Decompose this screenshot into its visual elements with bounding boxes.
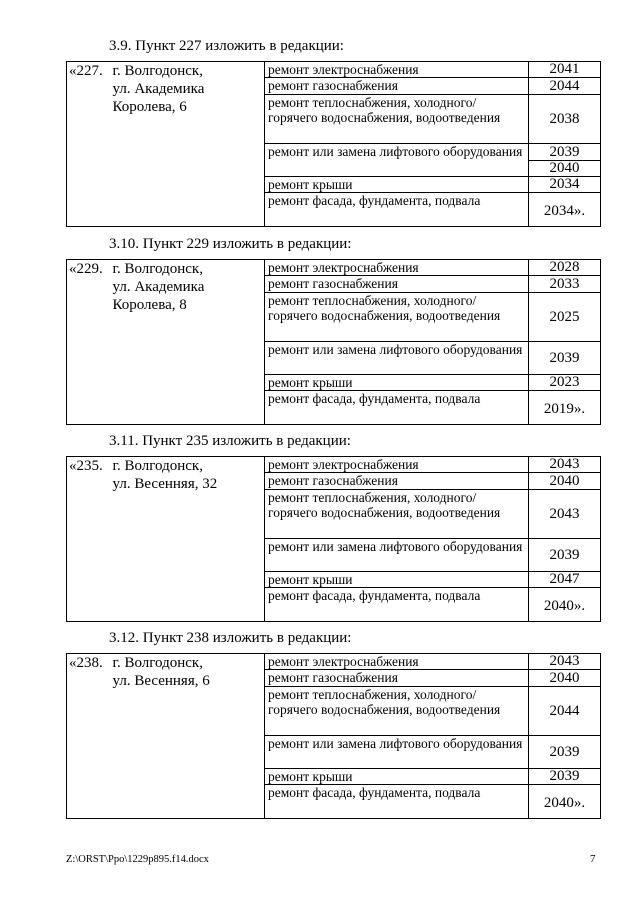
address-line: ул. Весенняя, 32 <box>112 476 218 492</box>
address-line: ул. Академика <box>112 81 205 97</box>
address-line: г. Волгодонск, <box>112 261 203 277</box>
address-line: г. Волгодонск, <box>112 655 203 671</box>
item-number: «227. <box>67 62 111 227</box>
year-value: 2040 <box>529 473 601 490</box>
year-value: 2039 <box>529 144 601 161</box>
address-line: Королева, 6 <box>112 99 187 115</box>
work-type: ремонт или замена лифтового оборудования <box>265 342 529 375</box>
year-value: 2043 <box>529 457 601 473</box>
item-number: «229. <box>67 260 111 425</box>
year-value: 2041 <box>529 62 601 78</box>
work-type: ремонт газоснабжения <box>265 473 529 490</box>
section-heading: 3.11. Пункт 235 изложить в редакции: <box>109 433 351 449</box>
work-type: ремонт фасада, фундамента, подвала <box>265 588 529 622</box>
year-value: 2040». <box>529 588 601 622</box>
year-value: 2023 <box>529 375 601 391</box>
work-type: ремонт фасада, фундамента, подвала <box>265 193 529 227</box>
amendment-table <box>66 259 601 425</box>
year-value: 2044 <box>529 687 601 736</box>
work-type: ремонт электроснабжения <box>265 457 529 473</box>
year-value: 2034 <box>529 177 601 193</box>
year-value: 2028 <box>529 260 601 276</box>
section-heading: 3.10. Пункт 229 изложить в редакции: <box>109 236 352 252</box>
address-line: г. Волгодонск, <box>112 458 203 474</box>
year-value: 2038 <box>529 95 601 144</box>
year-value: 2044 <box>529 78 601 95</box>
amendment-table <box>66 456 601 622</box>
year-value: 2025 <box>529 293 601 342</box>
address-line: Королева, 8 <box>112 297 187 313</box>
work-type: ремонт теплоснабжения, холодного/горячего водоснабжения, водоотведения <box>265 687 529 736</box>
work-type: ремонт теплоснабжения, холодного/горячего водоснабжения, водоотведения <box>265 293 529 342</box>
footer-file-path: Z:\ORST\Ppo\1229p895.f14.docx <box>66 854 209 865</box>
address-cell <box>111 62 265 227</box>
year-value: 2039 <box>529 539 601 572</box>
year-value: 2039 <box>529 736 601 769</box>
year-value: 2040 <box>529 670 601 687</box>
address-cell <box>111 654 265 819</box>
work-type: ремонт теплоснабжения, холодного/горячего водоснабжения, водоотведения <box>265 490 529 539</box>
work-type: ремонт газоснабжения <box>265 78 529 95</box>
year-value: 2040 <box>529 161 601 177</box>
section-heading: 3.12. Пункт 238 изложить в редакции: <box>109 630 352 646</box>
work-type: ремонт или замена лифтового оборудования <box>265 736 529 769</box>
address-cell <box>111 457 265 622</box>
work-type: ремонт газоснабжения <box>265 276 529 293</box>
year-value: 2047 <box>529 572 601 588</box>
year-value: 2043 <box>529 490 601 539</box>
year-value: 2039 <box>529 769 601 785</box>
address-line: ул. Академика <box>112 279 205 295</box>
work-type: ремонт электроснабжения <box>265 62 529 78</box>
year-value: 2034». <box>529 193 601 227</box>
item-number: «235. <box>67 457 111 622</box>
year-value: 2039 <box>529 342 601 375</box>
address-cell <box>111 260 265 425</box>
amendment-table <box>66 61 601 227</box>
address-line: г. Волгодонск, <box>112 63 203 79</box>
work-type: ремонт крыши <box>265 375 529 391</box>
work-type: ремонт крыши <box>265 572 529 588</box>
item-number: «238. <box>67 654 111 819</box>
amendment-table <box>66 653 601 819</box>
year-value: 2019». <box>529 391 601 425</box>
work-type: ремонт крыши <box>265 769 529 785</box>
page-number: 7 <box>590 853 596 865</box>
address-line: ул. Весенняя, 6 <box>112 673 210 689</box>
work-type: ремонт электроснабжения <box>265 654 529 670</box>
work-type: ремонт крыши <box>265 177 529 193</box>
work-type: ремонт фасада, фундамента, подвала <box>265 391 529 425</box>
section-heading: 3.9. Пункт 227 изложить в редакции: <box>109 38 344 54</box>
work-type: ремонт или замена лифтового оборудования <box>265 144 529 177</box>
work-type: ремонт газоснабжения <box>265 670 529 687</box>
work-type: ремонт электроснабжения <box>265 260 529 276</box>
work-type: ремонт или замена лифтового оборудования <box>265 539 529 572</box>
year-value: 2033 <box>529 276 601 293</box>
work-type: ремонт теплоснабжения, холодного/горячего водоснабжения, водоотведения <box>265 95 529 144</box>
work-type: ремонт фасада, фундамента, подвала <box>265 785 529 819</box>
year-value: 2040». <box>529 785 601 819</box>
year-value: 2043 <box>529 654 601 670</box>
